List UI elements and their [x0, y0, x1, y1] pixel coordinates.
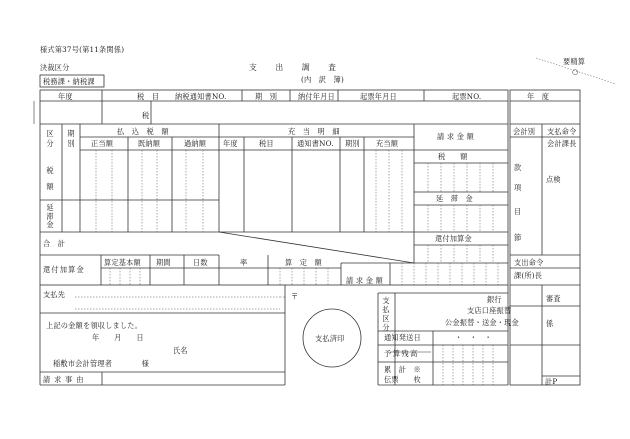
budget-balance-label: 予算残高: [384, 349, 419, 358]
category-label: 決裁区分: [40, 63, 70, 72]
draft-number-label: 起票NO.: [452, 92, 482, 101]
slips-label: 伝票 枚: [384, 375, 421, 384]
form-subtitle: (内 訳 簿): [301, 75, 344, 84]
alloc-col-notice: 通知書NO.: [297, 139, 334, 148]
accuracy-check-label: 要精算: [563, 57, 586, 66]
kessai-betsu-label: 会計別: [513, 127, 536, 136]
review-label: 審査: [546, 294, 561, 303]
expenditure-order-label: 支出命令: [514, 258, 544, 267]
kibetsu-label: 期別: [67, 129, 75, 148]
kubun-label: 区分: [46, 129, 54, 148]
method-options: 公金振替・送金・現金: [445, 318, 519, 327]
form-title: 支 出 調 査: [249, 63, 337, 72]
bank-label: 銀行: [487, 295, 502, 304]
cumulative-label: 累 計 ※: [384, 365, 421, 374]
recipient-label: 稲敷市会計管理者 様: [53, 359, 150, 368]
paid-tax-header: 払 込 税 額: [117, 127, 169, 136]
claim-amount-label: 請 求 金 額: [346, 276, 384, 285]
alloc-col-period: 期別: [345, 139, 360, 148]
calc-col-period: 期間: [156, 258, 171, 267]
calc-col-amount: 算 定 額: [285, 258, 322, 267]
alloc-col-year: 年度: [223, 139, 238, 148]
money-item-kou: 項: [514, 183, 522, 192]
branch-transfer-label: 支店口座振替: [467, 306, 512, 315]
row-total-label: 合 計: [43, 239, 66, 248]
row-delinquent-label: 延滞金: [46, 203, 54, 230]
side-year-label: 年 度: [527, 92, 550, 101]
postal-mark: 〒: [291, 292, 299, 301]
refund-interest-label: 還付加算金: [43, 265, 85, 274]
claim-refund-interest-label: 還付加算金: [435, 234, 472, 243]
claim-tax-label: 税 額: [438, 152, 468, 161]
paid-col-already: 既納額: [138, 139, 161, 148]
row-tax-label: 税額: [46, 166, 54, 191]
money-item-kan: 款: [514, 163, 522, 172]
money-item-setsu: 節: [514, 233, 522, 242]
payee-label: 支払先: [43, 290, 66, 299]
alloc-col-tax: 税目: [259, 139, 274, 148]
paid-col-proper: 正当額: [91, 139, 114, 148]
alloc-col-amount: 充当額: [376, 139, 399, 148]
paid-stamp-label: 支払済印: [315, 334, 345, 343]
payment-order-officer: 会計課長: [547, 139, 577, 148]
notice-number-label: 納税通知書NO.: [175, 92, 227, 101]
claim-delinquent-label: 延 滞 金: [436, 194, 473, 203]
claim-header: 請 求 金 額: [437, 132, 475, 141]
payment-order-label: 支払命令: [547, 127, 577, 136]
notice-date-label: 通知発送日: [384, 333, 421, 342]
receipt-date-line: 年 月 日: [92, 333, 144, 342]
allocation-header: 充 当 明 細: [288, 127, 340, 136]
payment-method-label: 支払区分: [382, 296, 390, 332]
tax-item-label: 税 目: [137, 92, 160, 101]
department-label: 税務課・納税課: [43, 77, 95, 86]
calc-col-rate: 率: [240, 258, 248, 267]
total-p-label: 計P: [545, 377, 558, 386]
notice-date-dots: ・ ・ ・: [455, 333, 492, 342]
staff-label: 係: [546, 319, 554, 328]
paid-col-over: 過納額: [184, 139, 207, 148]
section-head-label: 課(所)長: [514, 271, 543, 280]
calc-col-days: 日数: [193, 258, 208, 267]
money-item-moku: 目: [514, 207, 522, 216]
period-label: 期 別: [255, 92, 278, 101]
tax-suffix: 税: [142, 111, 150, 120]
draft-date-label: 起票年月日: [360, 92, 397, 101]
receipt-name-label: 氏名: [173, 346, 188, 355]
calc-col-base: 算定基本額: [104, 258, 141, 267]
check-circle-mark: ○: [572, 67, 579, 76]
year-label: 年度: [58, 92, 73, 101]
check-label: 点検: [546, 175, 561, 184]
claim-reason-label: 請 求 事 由: [43, 375, 85, 384]
payment-date-label: 納付年月日: [298, 92, 335, 101]
form-number: 様式第37号(第11条関係): [40, 45, 125, 54]
receipt-text: 上記の金額を領収しました。: [46, 321, 143, 330]
